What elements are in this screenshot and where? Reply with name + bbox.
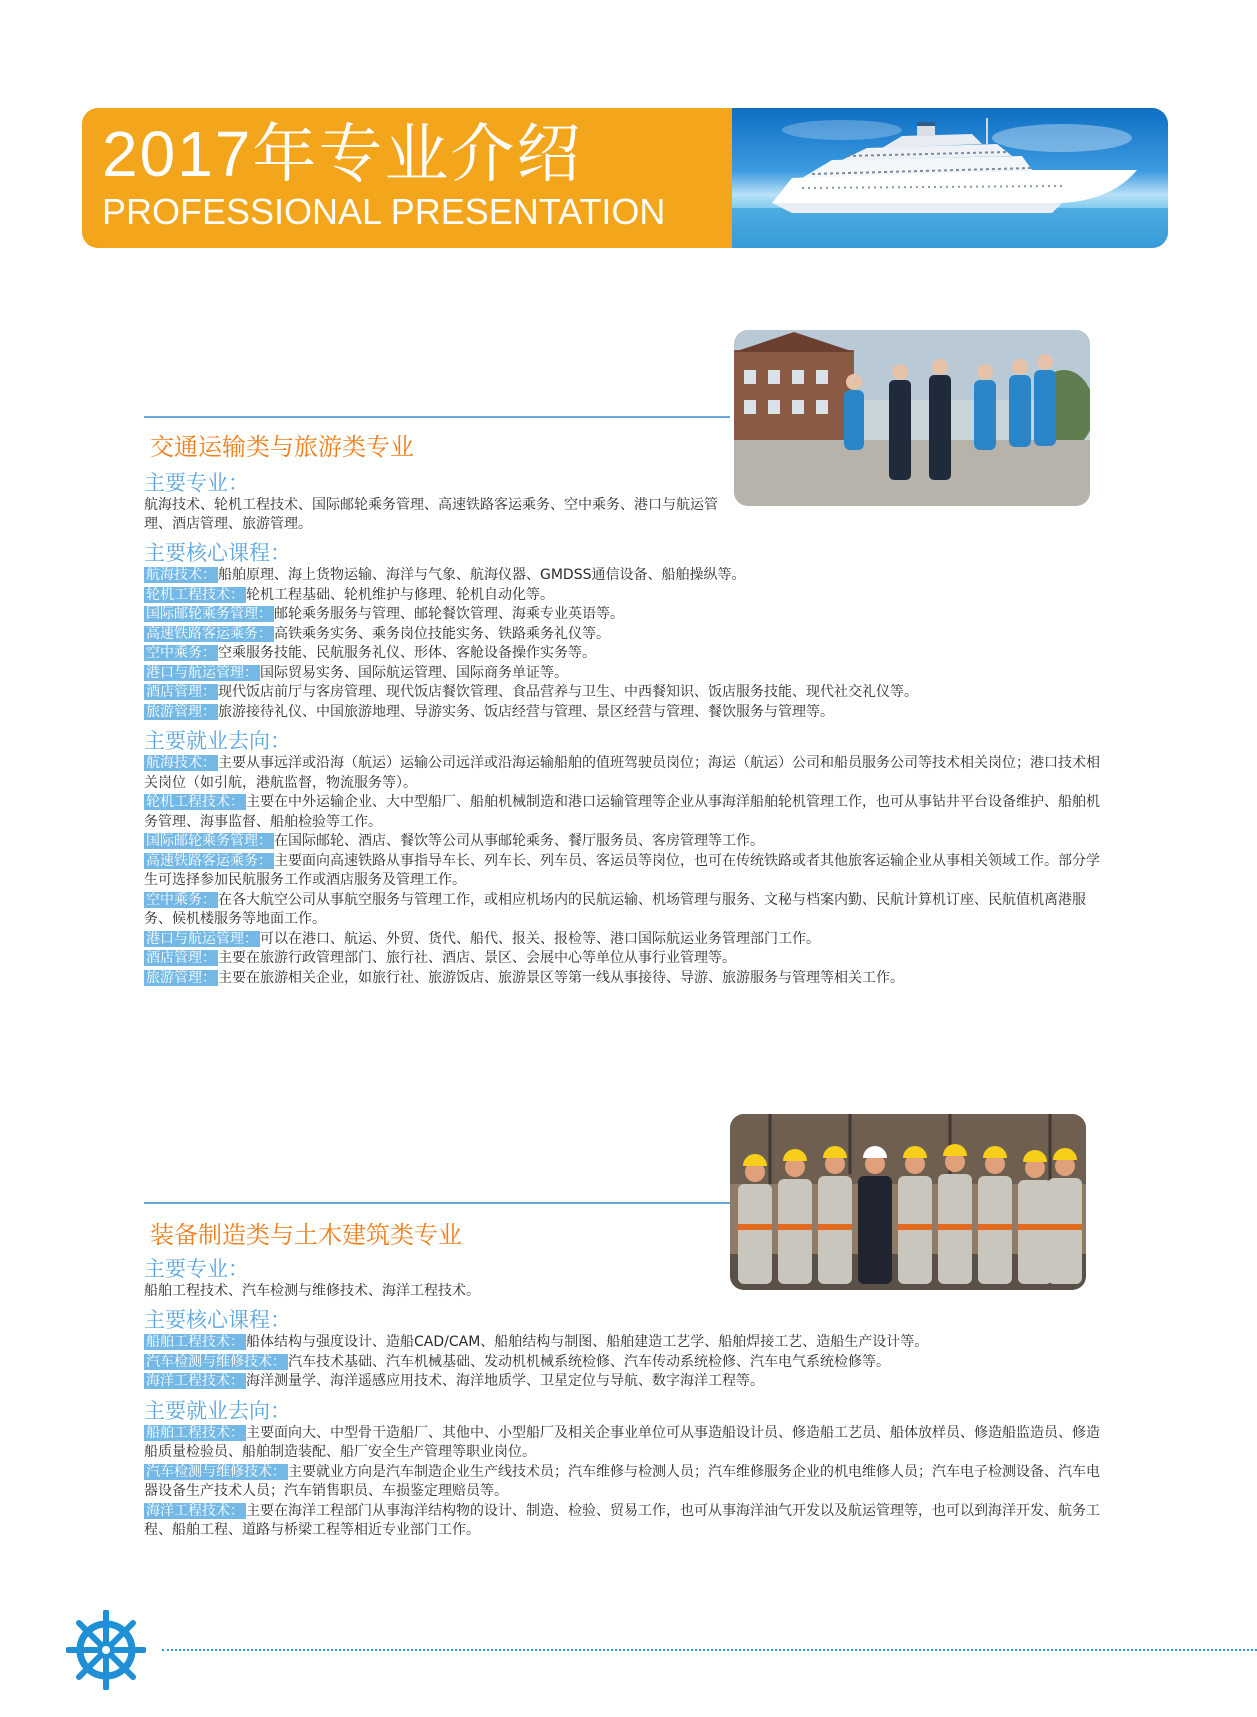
major-tag: 空中乘务： [146,891,216,908]
cruise-ship-icon [732,108,1168,248]
core-courses-heading: 主要核心课程： [144,1308,291,1332]
section1-content [144,472,1104,988]
major-tag: 旅游管理： [146,703,216,720]
employment-text: 主要在旅游行政管理部门、旅行社、酒店、景区、会展中心等单位从事行业管理等。 [218,950,736,966]
employment-text: 主要就业方向是汽车制造企业生产线技术员；汽车维修与检测人员；汽车维修服务企业的机电维修人员；汽车电子检测设备、汽车电器设备生产技术人员；汽车销售职员、车损鉴定理赔员等。 [144,1463,1100,1499]
ship-wheel-icon [66,1610,146,1694]
course-text: 船体结构与强度设计、造船CAD/CAM、船舶结构与制图、船舶建造工艺学、船舶焊接工艺、造船生产设计等。 [246,1334,929,1350]
course-text: 旅游接待礼仪、中国旅游地理、导游实务、饭店经营与管理、景区经营与管理、餐饮服务与管理等。 [218,703,834,720]
list-item [144,566,1104,586]
majors-heading: 主要专业： [144,1257,249,1281]
major-tag: 港口与航运管理： [146,930,258,947]
major-tag: 航海技术： [146,755,216,771]
list-item [144,930,1104,950]
employment-text: 在各大航空公司从事航空服务与管理工作，或相应机场内的民航运输、机场管理与服务、文秘与档案内勤、民航计算机订座、民航值机离港服务、候机楼服务等地面工作。 [144,891,1086,927]
major-tag: 酒店管理： [146,684,216,700]
list-item [144,832,1104,852]
major-tag: 海洋工程技术： [146,1373,244,1389]
core-courses-heading: 主要核心课程： [144,541,291,565]
footer-dotted-line [162,1649,1257,1651]
section-title: 交通运输类与旅游类专业 [150,433,414,461]
list-item [144,1424,1104,1463]
major-tag: 轮机工程技术： [146,794,244,810]
course-text: 国际贸易实务、国际航运管理、国际商务单证等。 [260,664,568,681]
core-courses-list [144,1333,1104,1392]
major-tag: 船舶工程技术： [146,1424,244,1441]
employment-list [144,754,1104,988]
list-item [144,793,1104,832]
list-item [144,969,1104,989]
page-title: 2017年专业介绍 [102,118,583,190]
major-tag: 航海技术： [146,567,216,583]
course-text: 现代饭店前厅与客房管理、现代饭店餐饮管理、食品营养与卫生、中西餐知识、饭店服务技能、现代社交礼仪等。 [218,684,918,700]
employment-text: 主要在中外运输企业、大中型船厂、船舶机械制造和港口运输管理等企业从事海洋船舶轮机管理工作，也可从事钻井平台设备维护、船舶机务管理、海事监督、船舶检验等工作。 [144,794,1100,830]
course-text: 海洋测量学、海洋遥感应用技术、海洋地质学、卫星定位与导航、数字海洋工程等。 [246,1373,764,1389]
employment-list [144,1424,1104,1541]
employment-text: 主要在海洋工程部门从事海洋结构物的设计、制造、检验、贸易工作，也可从事海洋油气开发以及航运管理等，也可以到海洋开发、航务工程、船舶工程、道路与桥梁工程等相近专业部门工作。 [144,1502,1100,1538]
banner-text [102,116,802,232]
major-tag: 旅游管理： [146,969,216,986]
employment-text: 主要从事远洋或沿海（航运）运输公司远洋或沿海运输船舶的值班驾驶员岗位；海运（航运）公司和船员服务公司等技术相关岗位；港口技术相关岗位（如引航，港航监督，物流服务等）。 [144,755,1100,791]
header-banner [82,108,1168,248]
list-item [144,1372,1104,1392]
list-item [144,644,1104,664]
majors-heading: 主要专业： [144,471,249,495]
major-tag: 国际邮轮乘务管理： [146,606,272,622]
page-subtitle: PROFESSIONAL PRESENTATION [102,191,666,232]
employment-text: 主要在旅游相关企业，如旅行社、旅游饭店、旅游景区等第一线从事接待、导游、旅游服务与管理等相关工作。 [218,969,904,986]
major-tag: 海洋工程技术： [146,1502,244,1519]
course-text: 船舶原理、海上货物运输、海洋与气象、航海仪器、GMDSS通信设备、船舶操纵等。 [218,567,746,583]
list-item [144,664,1104,684]
course-text: 空乘服务技能、民航服务礼仪、形体、客舱设备操作实务等。 [218,645,596,661]
major-tag: 港口与航运管理： [146,664,258,681]
major-tag: 船舶工程技术： [146,1334,244,1350]
major-tag: 汽车检测与维修技术： [146,1463,286,1480]
major-tag: 高速铁路客运乘务： [146,852,272,869]
list-item [144,605,1104,625]
list-item [144,586,1104,606]
cruise-ship-image [732,108,1168,248]
list-item [144,683,1104,703]
list-item [144,891,1104,930]
employment-text: 在国际邮轮、酒店、餐饮等公司从事邮轮乘务、餐厅服务员、客房管理等工作。 [274,833,764,849]
major-tag: 酒店管理： [146,950,216,966]
employment-text: 可以在港口、航运、外贸、货代、船代、报关、报检等、港口国际航运业务管理部门工作。 [260,930,820,947]
list-item [144,1463,1104,1502]
list-item [144,1502,1104,1541]
list-item [144,949,1104,969]
major-tag: 高速铁路客运乘务： [146,625,272,642]
major-tag: 国际邮轮乘务管理： [146,833,272,849]
majors-text: 船舶工程技术、汽车检测与维修技术、海洋工程技术。 [144,1283,480,1299]
course-text: 高铁乘务实务、乘务岗位技能实务、铁路乘务礼仪等。 [274,625,610,642]
section-divider [144,1202,730,1204]
course-text: 轮机工程基础、轮机维护与修理、轮机自动化等。 [246,586,554,603]
section-divider [144,416,730,418]
list-item [144,852,1104,891]
majors-text: 航海技术、轮机工程技术、国际邮轮乘务管理、高速铁路客运乘务、空中乘务、港口与航运管理、酒店管理、旅游管理。 [144,497,718,532]
list-item [144,1333,1104,1353]
course-text: 邮轮乘务服务与管理、邮轮餐饮管理、海乘专业英语等。 [274,606,624,622]
core-courses-list [144,566,1104,722]
major-tag: 空中乘务： [146,645,216,661]
employment-heading: 主要就业去向： [144,729,291,753]
course-text: 汽车技术基础、汽车机械基础、发动机机械系统检修、汽车传动系统检修、汽车电气系统检修等。 [288,1353,890,1370]
major-tag: 汽车检测与维修技术： [146,1353,286,1370]
section2-content [144,1258,1104,1541]
list-item [144,625,1104,645]
list-item [144,703,1104,723]
list-item [144,1353,1104,1373]
employment-heading: 主要就业去向： [144,1398,291,1423]
major-tag: 轮机工程技术： [146,586,244,603]
list-item [144,754,1104,793]
employment-text: 主要面向大、中型骨干造船厂、其他中、小型船厂及相关企事业单位可从事造船设计员、修造船工艺员、船体放样员、修造船监造员、修造船质量检验员、船舶制造装配、船厂安全生产管理等职业岗位。 [144,1424,1100,1460]
section-title: 装备制造类与土木建筑类专业 [150,1221,462,1249]
employment-text: 主要面向高速铁路从事指导车长、列车长、列车员、客运员等岗位，也可在传统铁路或者其他旅客运输企业从事相关领域工作。部分学生可选择参加民航服务工作或酒店服务及管理工作。 [144,852,1100,888]
